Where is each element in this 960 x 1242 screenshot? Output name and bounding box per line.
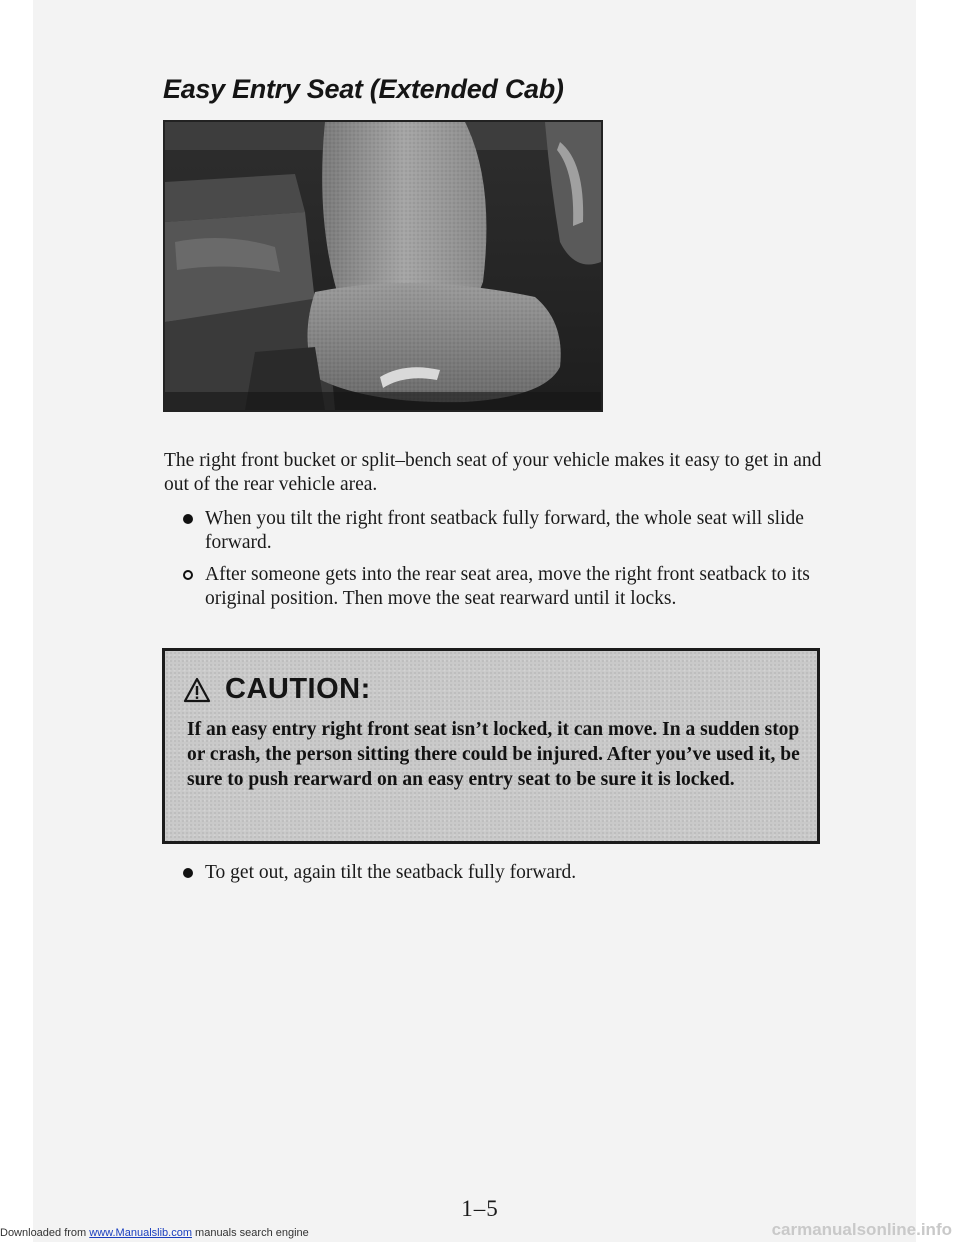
bullet-icon <box>183 570 193 580</box>
caution-label: CAUTION: <box>225 673 371 705</box>
footer-prefix: Downloaded from <box>0 1227 90 1239</box>
download-footer <box>0 1227 309 1239</box>
footer-suffix: manuals search engine <box>191 1227 309 1239</box>
manualslib-link[interactable]: www.Manualslib.com <box>89 1227 192 1239</box>
list-item-text: When you tilt the right front seatback fully forward, the whole seat will slide forward. <box>205 508 804 553</box>
caution-header <box>183 673 371 706</box>
page-number: 1–5 <box>461 1196 499 1221</box>
caution-box <box>162 648 820 844</box>
list-item <box>183 861 833 885</box>
seat-photo-image <box>165 122 601 410</box>
page-title: Easy Entry Seat (Extended Cab) <box>163 74 564 104</box>
list-item-text: After someone gets into the rear seat area, move the right front seatback to its original position. Then move the seat rearward until it locks. <box>205 564 810 609</box>
caution-text: If an easy entry right front seat isn’t locked, it can move. In a sudden stop or crash, the person sitting there could be injured. After you’ve used it, be sure to push rearward on an easy entry seat to be sure it is locked. <box>187 719 800 790</box>
bullet-icon <box>183 514 193 524</box>
watermark: carmanualsonline.info <box>771 1220 952 1239</box>
bullet-icon <box>183 868 193 878</box>
warning-triangle-icon <box>183 677 211 703</box>
seat-photo <box>163 120 603 412</box>
list-item <box>183 507 833 555</box>
list-item <box>183 563 833 611</box>
intro-paragraph: The right front bucket or split–bench seat of your vehicle makes it easy to get in and out of the rear vehicle area. <box>164 450 822 495</box>
list-item-text: To get out, again tilt the seatback fully forward. <box>205 862 577 883</box>
